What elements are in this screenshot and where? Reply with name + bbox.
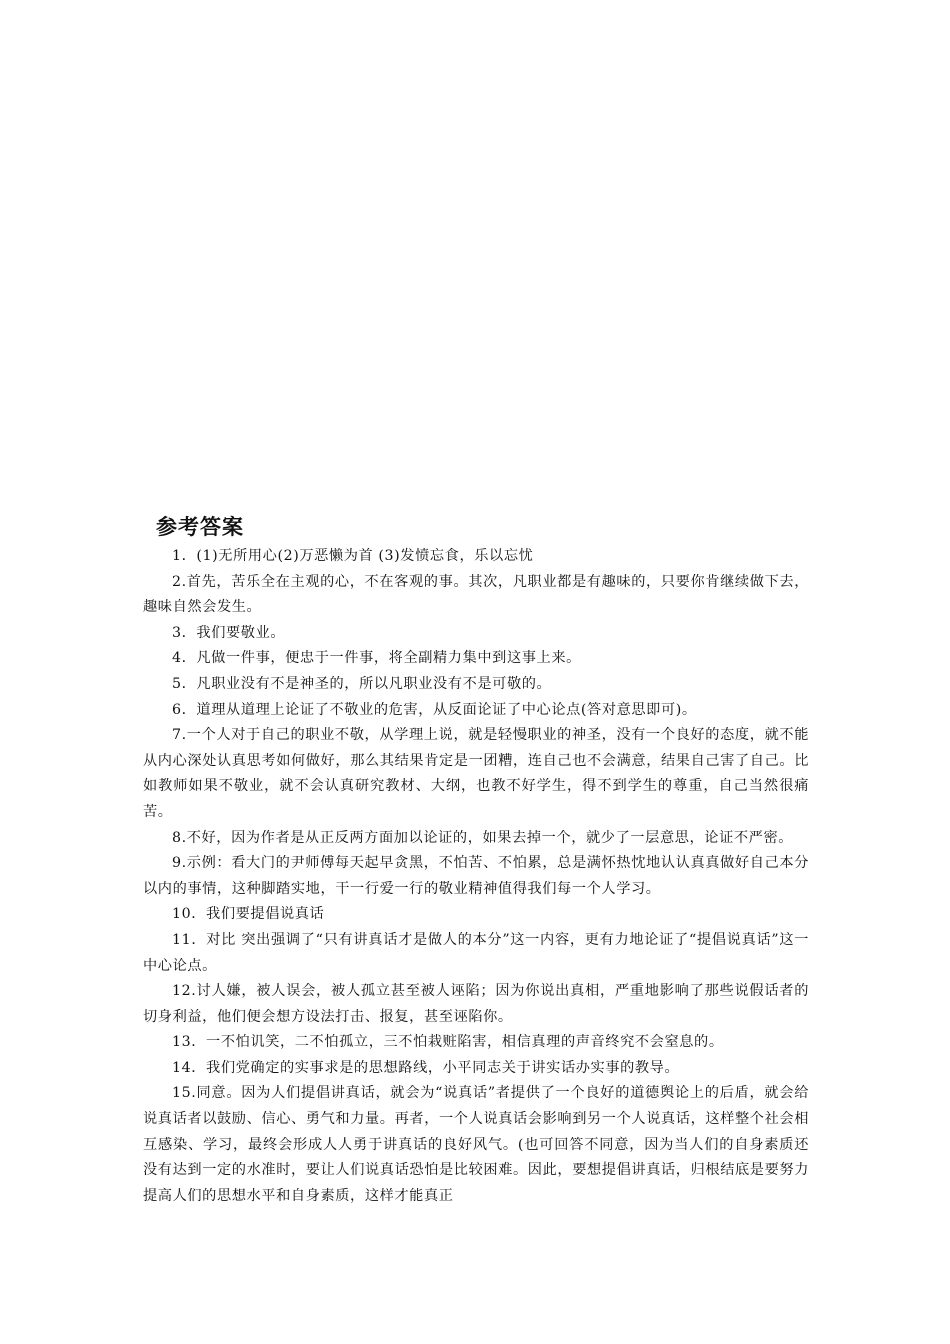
answer-item-12: 12.讨人嫌，被人误会，被人孤立甚至被人诬陷；因为你说出真相，严重地影响了那些说假话者的切身利益，他们便会想方设法打击、报复，甚至诬陷你。 — [143, 983, 809, 1025]
answer-item-2: 2.首先，苦乐全在主观的心，不在客观的事。其次，凡职业都是有趣味的，只要你肯继续做下去，趣味自然会发生。 — [143, 573, 809, 616]
answer-item-4: 4．凡做一件事，便忠于一件事，将全副精力集中到这事上来。 — [172, 650, 581, 667]
answer-item-10: 10．我们要提倡说真话 — [172, 906, 325, 923]
answer-section — [143, 512, 809, 1209]
answer-item-1: 1．(1)无所用心(2)万恶懒为首 (3)发愤忘食，乐以忘忧 — [172, 548, 534, 564]
answer-item-6: 6．道理从道理上论证了不敬业的危害，从反面论证了中心论点(答对意思即可)。 — [172, 701, 697, 718]
answer-item-14: 14．我们党确定的实事求是的思想路线，小平同志关于讲实话办实事的教导。 — [172, 1059, 680, 1076]
answer-item-5: 5．凡职业没有不是神圣的，所以凡职业没有不是可敬的。 — [172, 675, 552, 692]
answer-item-8: 8.不好，因为作者是从正反两方面加以论证的，如果去掉一个，就少了一层意思，论证不严密。 — [172, 829, 794, 846]
answer-item-9: 9.示例：看大门的尹师傅每天起早贪黑，不怕苦、不怕累，总是满怀热忱地认认真真做好自己本分以内的事情，这种脚踏实地，干一行爱一行的敬业精神值得我们每一个人学习。 — [143, 855, 809, 897]
answer-item-3: 3．我们要敬业。 — [172, 624, 286, 641]
answer-item-11: 11．对比 突出强调了“只有讲真话才是做人的本分”这一内容，更有力地论证了“提倡说真话”这一中心论点。 — [143, 931, 809, 974]
answer-item-15: 15.同意。因为人们提倡讲真话，就会为“说真话”者提供了一个良好的道德舆论上的后盾，就会给说真话者以鼓励、信心、勇气和力量。再者，一个人说真话会影响到另一个人说真话，这样整个社会相互感染、学习，最终会形成人人勇于讲真话的良好风气。(也可回答不同意，因为当人们的自身素质还没有达到一定的水准时，要让人们说真话恐怕是比较困难。因此，要想提倡讲真话，归根结底是要努力提高人们的思想水平和自身素质，这样才能真正 — [143, 1085, 809, 1204]
answer-item-13: 13．一不怕讥笑，二不怕孤立，三不怕栽赃陷害，相信真理的声音终究不会窒息的。 — [172, 1034, 724, 1051]
section-heading: 参考答案 — [156, 515, 244, 539]
answer-item-7: 7.一个人对于自己的职业不敬，从学理上说，就是轻慢职业的神圣，没有一个良好的态度，就不能从内心深处认真思考如何做好，那么其结果肯定是一团糟，连自己也不会满意，结果自己害了自己。比如教师如果不敬业，就不会认真研究教材、大纲，也教不好学生，得不到学生的尊重，自己当然很痛苦。 — [143, 727, 809, 820]
